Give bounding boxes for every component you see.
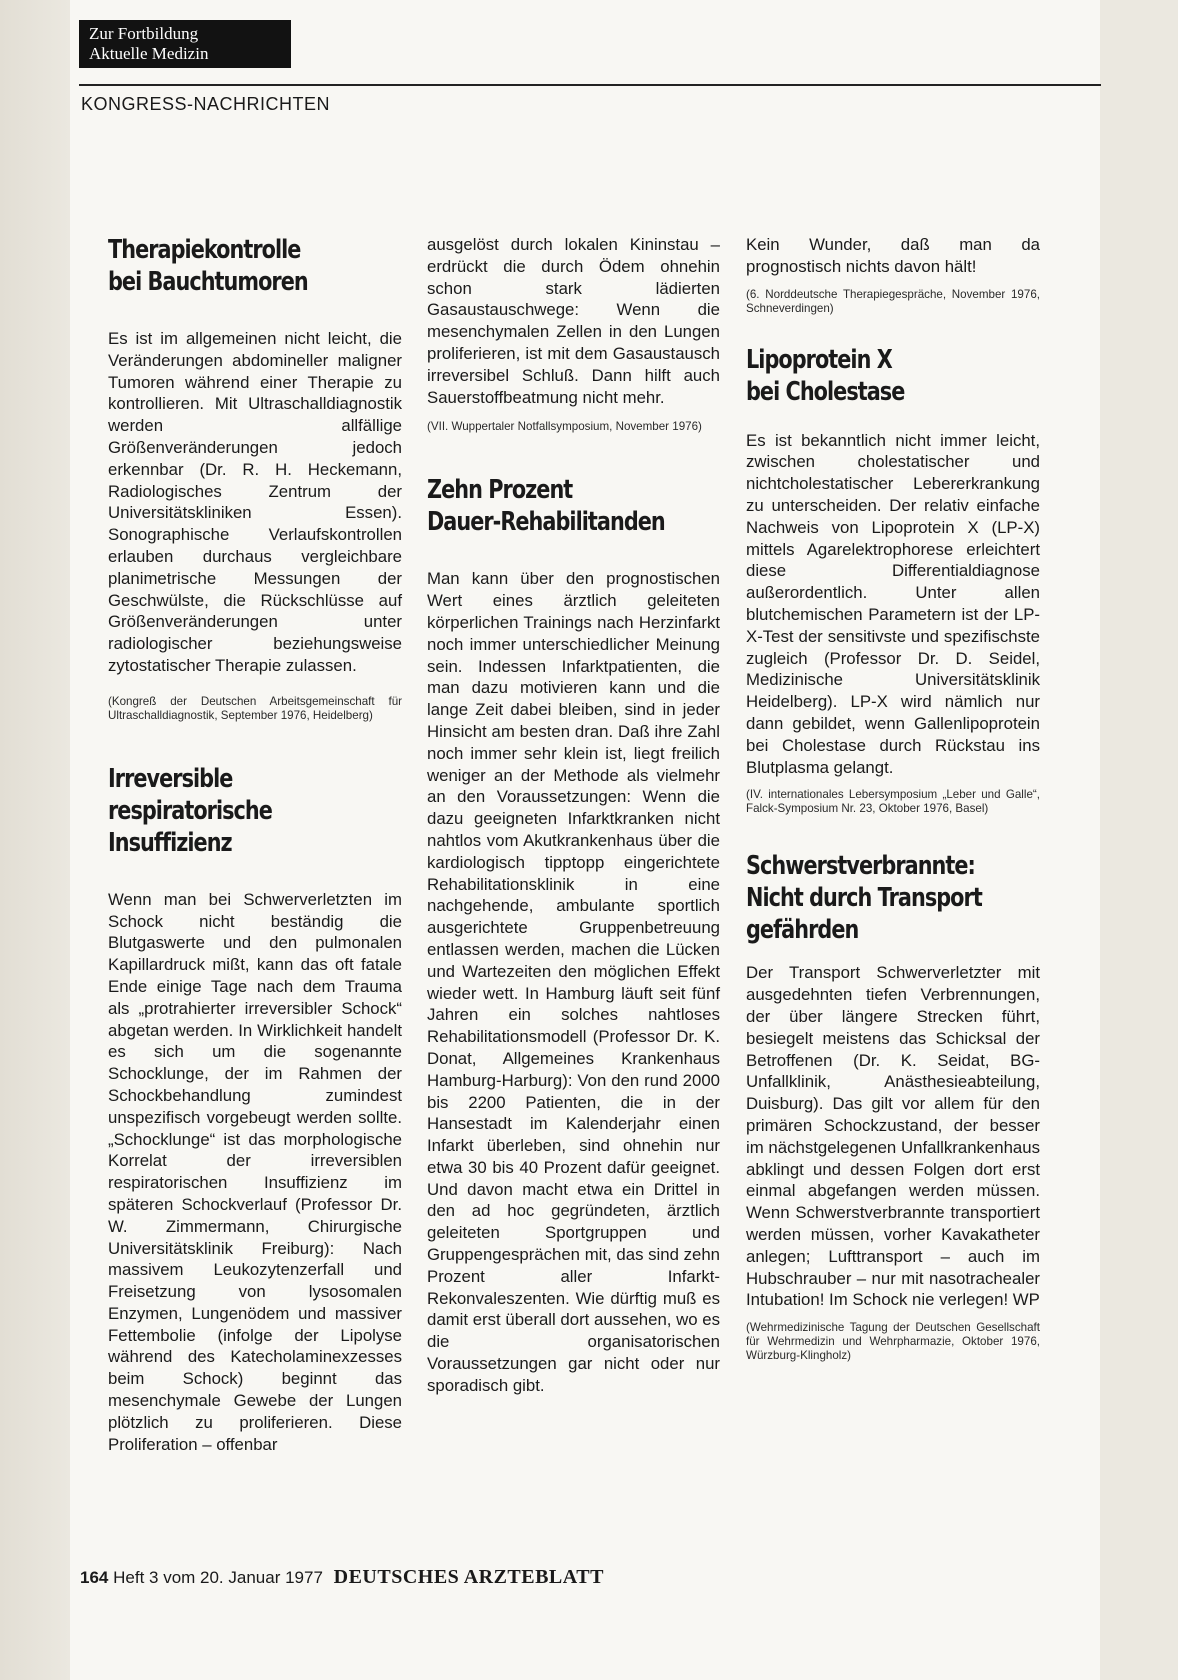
title-line: Irreversible: [108, 763, 233, 794]
article-title-schwerstverbrannte: [746, 850, 981, 946]
page-footer: [80, 1566, 604, 1589]
page-number: 164: [80, 1568, 109, 1587]
title-line: bei Cholestase: [746, 376, 905, 407]
article-source-rehabilitanden: (6. Norddeutsche Therapiegespräche, November 1976, Schneverdingen): [746, 287, 1040, 315]
article-body-lipoprotein: Es ist bekanntlich nicht immer leicht, zwischen cholestatischer und nichtcholestatischer Lebererkrankung zu unterscheiden. Der relativ einfache Nachweis von Lipoprotein X (LP-X) mittels Agarelektrophorese erleichtert diese Differentialdiagnose außerordentlich. Unter allen blutchemischen Parametern ist der LP-X-Test der sensitivste und spezifischste zugleich (Professor Dr. D. Seidel, Medizinische Universitätsklinik Heidelberg). LP-X wird nämlich nur dann gebildet, wenn Gallenlipoprotein bei Cholestase durch Rückstau ins Blutplasma gelangt.: [746, 430, 1040, 777]
article-body-rehabilitanden-part1: Man kann über den prognostischen Wert eines ärztlich geleiteten körperlichen Trainings nach Herzinfarkt noch immer unterschiedlicher Meinung sein. Indessen Infarktpatienten, die man dazu motivieren kann und die lange Zeit dabei bleiben, sind in jeder Hinsicht am besten dran. Daß ihre Zahl noch immer sehr klein ist, liegt freilich weniger an der Methode als vielmehr an den Voraussetzungen: Wenn die dazu geeigneten Infarktkranken nicht nahtlos vom Akutkrankenhaus über die kardiologisch tipptopp eingerichtete Rehabilitationsklinik in eine nachgehende, ambulante sportlich ausgerichtete Gruppenbetreuung entlassen werden, machen die Lücken und Wartezeiten den möglichen Effekt wieder wett. In Hamburg läuft seit fünf Jahren ein solches nahtloses Rehabilitationsmodell (Professor Dr. K. Donat, Allgemeines Krankenhaus Hamburg-Harburg): Von den rund 2000 bis 2200 Patienten, die in der Hansestadt im Kalenderjahr einen Infarkt überleben, sind ohnehin nur etwa 30 bis 40 Prozent dafür geeignet. Und davon macht etwa ein Drittel in den ad hoc gegründeten, ärztlich geleiteten Sportgruppen und Gruppengesprächen mit, das sind zehn Prozent aller Infarkt-Rekonvaleszenten. Wie dürftig muß es damit erst überall dort aussehen, wo es die organisatorischen Voraussetzungen gar nicht oder nur sporadisch gibt.: [427, 569, 720, 1395]
column-3: [746, 234, 1040, 1363]
rubric-title: KONGRESS-NACHRICHTEN: [81, 94, 331, 114]
article-body-rehabilitanden-part2: Kein Wunder, daß man da prognostisch nichts davon hält!: [746, 235, 1040, 276]
column-1: [108, 234, 402, 1455]
title-line: respiratorische: [108, 795, 272, 826]
section-label: [79, 20, 291, 68]
title-line: Schwerstverbrannte:: [746, 851, 975, 882]
header-rule: [79, 84, 1101, 86]
title-line: Lipoprotein X: [746, 344, 892, 375]
article-source-therapiekontrolle: (Kongreß der Deutschen Arbeitsgemeinschaft für Ultraschalldiagnostik, September 1976, Heidelberg): [108, 694, 402, 722]
article-source-lipoprotein: (IV. internationales Lebersymposium „Leber und Galle“, Falck-Symposium Nr. 23, Oktober 1976, Basel): [746, 788, 1040, 816]
article-body-schwerstverbrannte: Der Transport Schwerverletzter mit ausgedehnten tiefen Verbrennungen, der über längere Strecken führt, besiegelt meistens das Schicksal der Betroffenen (Dr. K. Seidat, BG-Unfallklinik, Anästhesieabteilung, Duisburg). Das gilt vor allem für den primären Schockzustand, der besser im nächstgelegenen Unfallkrankenhaus abklingt und dessen Folgen dort erst einmal abgefangen werden müssen. Wenn Schwerstverbrannte transportiert werden müssen, vorher Kavakatheter anlegen; Lufttransport – auch im Hubschrauber – nur mit nasotrachealer Intubation! Im Schock nie verlegen! WP: [746, 963, 1040, 1310]
issue-info: Heft 3 vom 20. Januar 1977: [113, 1568, 323, 1587]
article-body-therapiekontrolle: Es ist im allgemeinen nicht leicht, die Veränderungen abdomineller maligner Tumoren während einer Therapie zu kontrollieren. Mit Ultraschalldiagnostik werden allfällige Größenveränderungen jedoch erkennbar (Dr. R. H. Heckemann, Radiologisches Zentrum der Universitätskliniken Essen). Sonographische Verlaufskontrollen erlauben durchaus vergleichbare planimetrische Messungen der Geschwülste, die Rückschlüsse auf Größenveränderungen unter radiologischer beziehungsweise zytostatischer Therapie zulassen.: [108, 329, 402, 675]
title-line: Therapiekontrolle: [108, 235, 301, 265]
title-line: Zehn Prozent: [427, 475, 573, 506]
article-title-insuffizienz: [108, 763, 343, 859]
title-line: bei Bauchtumoren: [108, 267, 308, 297]
article-source-insuffizienz: (VII. Wuppertaler Notfallsymposium, November 1976): [427, 420, 702, 434]
article-title-lipoprotein: [746, 344, 981, 408]
section-label-line2: Aktuelle Medizin: [89, 44, 209, 63]
article-body-insuffizienz-part1: Wenn man bei Schwerverletzten im Schock nicht beständig die Blutgaswerte und den pulmonalen Kapillardruck mißt, kann das oft fatale Ende einige Tage nach dem Trauma als „protrahierter irreversibler Schock“ abgetan werden. In Wirklichkeit handelt es sich um die sogenannte Schocklunge, der im Rahmen der Schockbehandlung zumindest unspezifisch vorgebeugt werden sollte. „Schocklunge“ ist das morphologische Korrelat der irreversiblen respiratorischen Insuffizienz im späteren Schockverlauf (Professor Dr. W. Zimmermann, Chirurgische Universitätsklinik Freiburg): Nach massivem Leukozytenzerfall und Freisetzung von lysosomalen Enzymen, Lungenödem und massiver Fettembolie (infolge der Lipolyse während des Katecholaminexzesses beim Schock) beginnt das mesenchymale Gewebe der Lungen plötzlich zu proliferieren. Diese Proliferation – offenbar: [108, 889, 402, 1454]
article-title-therapiekontrolle: [108, 234, 343, 298]
title-line: Nicht durch Transport: [746, 883, 982, 914]
article-body-insuffizienz-part2: ausgelöst durch lokalen Kininstau – erdrückt die durch Ödem ohnehin schon stark lädierten Gasaustauschwege: Wenn die mesenchymalen Zellen in den Lungen proliferieren, ist mit dem Gasaustausch irreversibel Schluß. Dann hilft auch Sauerstoffbeatmung nicht mehr.: [427, 235, 720, 407]
column-2: [427, 234, 720, 1397]
title-line: Insuffizienz: [108, 827, 232, 858]
title-line: gefährden: [746, 915, 859, 946]
section-label-line1: Zur Fortbildung: [89, 24, 199, 43]
journal-name: DEUTSCHES ARZTEBLATT: [333, 1566, 604, 1588]
page-edge-shadow: [0, 0, 70, 1680]
title-line: Dauer-Rehabilitanden: [427, 507, 665, 538]
article-source-schwerstverbrannte: (Wehrmedizinische Tagung der Deutschen Gesellschaft für Wehrmedizin und Wehrpharmazie, Oktober 1976, Würzburg-Klingholz): [746, 1321, 1040, 1363]
article-title-rehabilitanden: [427, 474, 665, 538]
